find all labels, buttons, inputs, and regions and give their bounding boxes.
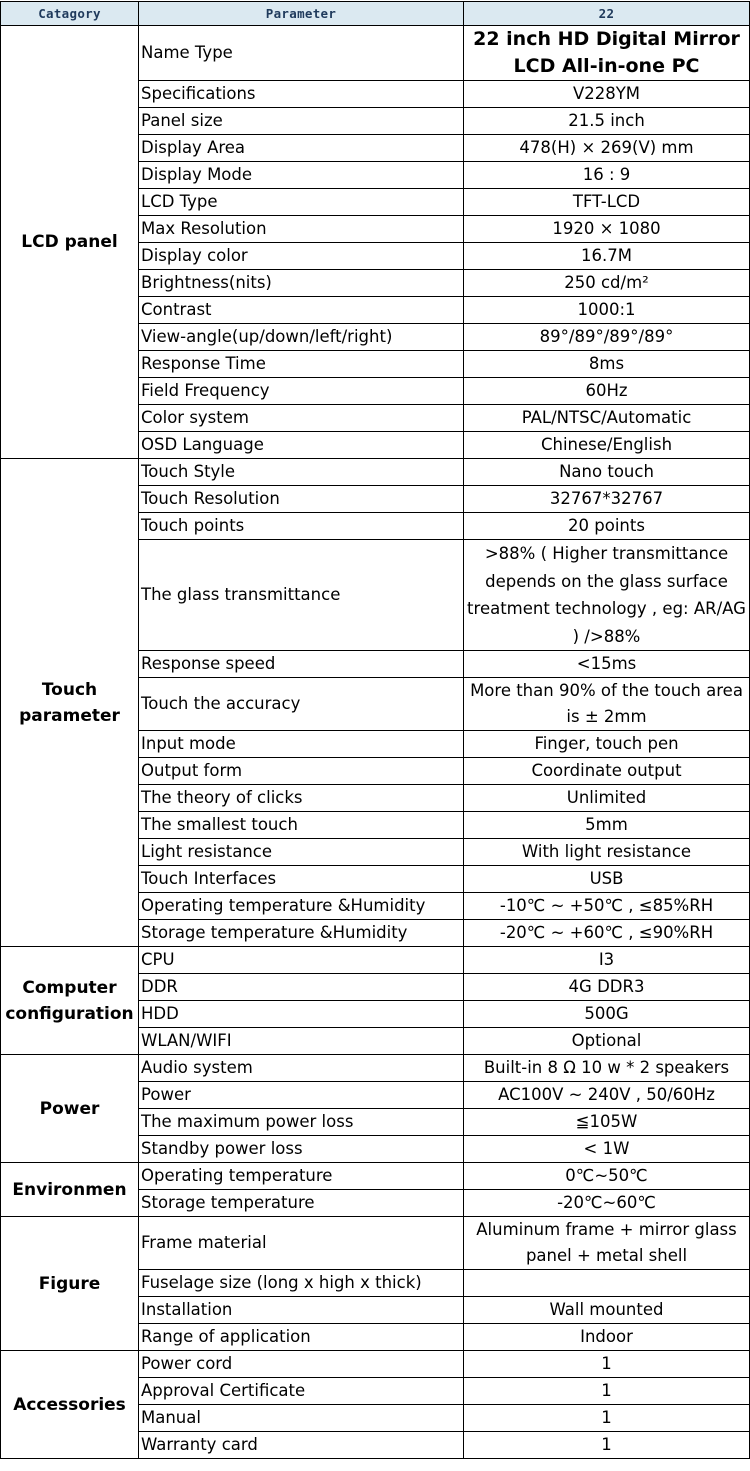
- parameter-cell: Operating temperature &Humidity: [139, 893, 464, 920]
- category-cell: Touch parameter: [1, 459, 139, 947]
- value-cell: AC100V ~ 240V , 50/60Hz: [464, 1082, 750, 1109]
- value-cell: Coordinate output: [464, 758, 750, 785]
- table-row: [1, 26, 750, 81]
- value-cell: With light resistance: [464, 839, 750, 866]
- parameter-cell: Frame material: [139, 1217, 464, 1270]
- category-cell: Power: [1, 1055, 139, 1163]
- parameter-cell: Touch points: [139, 513, 464, 540]
- table-row: [1, 1351, 750, 1378]
- parameter-cell: Display color: [139, 243, 464, 270]
- parameter-cell: Touch Style: [139, 459, 464, 486]
- parameter-cell: Field Frequency: [139, 378, 464, 405]
- value-cell: Chinese/English: [464, 432, 750, 459]
- parameter-cell: Operating temperature: [139, 1163, 464, 1190]
- value-cell: Unlimited: [464, 785, 750, 812]
- parameter-cell: Warranty card: [139, 1432, 464, 1459]
- parameter-cell: Touch Interfaces: [139, 866, 464, 893]
- parameter-cell: Installation: [139, 1297, 464, 1324]
- parameter-cell: Storage temperature: [139, 1190, 464, 1217]
- value-cell: 250 cd/m²: [464, 270, 750, 297]
- parameter-cell: WLAN/WIFI: [139, 1028, 464, 1055]
- parameter-cell: Panel size: [139, 108, 464, 135]
- parameter-cell: Approval Certificate: [139, 1378, 464, 1405]
- table-row: [1, 1217, 750, 1270]
- parameter-cell: Max Resolution: [139, 216, 464, 243]
- value-cell: 22 inch HD Digital Mirror LCD All-in-one PC: [464, 26, 750, 81]
- value-cell: -10℃ ~ +50℃ , ≤85%RH: [464, 893, 750, 920]
- category-cell: Computer configuration: [1, 947, 139, 1055]
- spec-table: [0, 1, 750, 1459]
- value-cell: Finger, touch pen: [464, 731, 750, 758]
- parameter-cell: Display Mode: [139, 162, 464, 189]
- parameter-cell: The smallest touch: [139, 812, 464, 839]
- value-cell: 60Hz: [464, 378, 750, 405]
- parameter-cell: Standby power loss: [139, 1136, 464, 1163]
- parameter-cell: CPU: [139, 947, 464, 974]
- value-cell: I3: [464, 947, 750, 974]
- value-cell: 1: [464, 1351, 750, 1378]
- value-cell: Optional: [464, 1028, 750, 1055]
- parameter-cell: The glass transmittance: [139, 540, 464, 651]
- category-cell: LCD panel: [1, 26, 139, 459]
- parameter-cell: HDD: [139, 1001, 464, 1028]
- parameter-cell: Touch the accuracy: [139, 678, 464, 731]
- parameter-cell: Power: [139, 1082, 464, 1109]
- parameter-cell: Color system: [139, 405, 464, 432]
- value-cell: Wall mounted: [464, 1297, 750, 1324]
- parameter-cell: Contrast: [139, 297, 464, 324]
- value-cell: 1: [464, 1378, 750, 1405]
- parameter-cell: DDR: [139, 974, 464, 1001]
- table-row: [1, 459, 750, 486]
- parameter-cell: Input mode: [139, 731, 464, 758]
- parameter-cell: LCD Type: [139, 189, 464, 216]
- value-cell: USB: [464, 866, 750, 893]
- value-cell: 16 : 9: [464, 162, 750, 189]
- value-cell: 1: [464, 1432, 750, 1459]
- value-cell: Nano touch: [464, 459, 750, 486]
- value-cell: <15ms: [464, 651, 750, 678]
- value-cell: 89°/89°/89°/89°: [464, 324, 750, 351]
- parameter-cell: Power cord: [139, 1351, 464, 1378]
- value-cell: 478(H) × 269(V) mm: [464, 135, 750, 162]
- parameter-cell: The maximum power loss: [139, 1109, 464, 1136]
- parameter-cell: Output form: [139, 758, 464, 785]
- table-row: [1, 1163, 750, 1190]
- parameter-cell: Display Area: [139, 135, 464, 162]
- value-cell: V228YM: [464, 81, 750, 108]
- value-cell: -20℃ ~ +60℃ , ≤90%RH: [464, 920, 750, 947]
- value-cell: 0℃~50℃: [464, 1163, 750, 1190]
- header-model: 22: [464, 2, 750, 26]
- value-cell: -20℃~60℃: [464, 1190, 750, 1217]
- parameter-cell: OSD Language: [139, 432, 464, 459]
- table-row: [1, 1055, 750, 1082]
- parameter-cell: Storage temperature &Humidity: [139, 920, 464, 947]
- parameter-cell: The theory of clicks: [139, 785, 464, 812]
- header-category: Catagory: [1, 2, 139, 26]
- category-cell: Figure: [1, 1217, 139, 1351]
- value-cell: Built-in 8 Ω 10 w * 2 speakers: [464, 1055, 750, 1082]
- value-cell: 32767*32767: [464, 486, 750, 513]
- value-cell: Aluminum frame + mirror glass panel + metal shell: [464, 1217, 750, 1270]
- parameter-cell: Audio system: [139, 1055, 464, 1082]
- spec-body: [1, 26, 750, 1459]
- value-cell: 1920 × 1080: [464, 216, 750, 243]
- value-cell: 20 points: [464, 513, 750, 540]
- value-cell: [464, 1270, 750, 1297]
- table-row: [1, 947, 750, 974]
- category-cell: Environmen: [1, 1163, 139, 1217]
- value-cell: >88% ( Higher transmittance depends on the glass surface treatment technology , eg: AR/AG ) />88%: [464, 540, 750, 651]
- parameter-cell: Brightness(nits): [139, 270, 464, 297]
- value-cell: ≦105W: [464, 1109, 750, 1136]
- header-parameter: Parameter: [139, 2, 464, 26]
- value-cell: 21.5 inch: [464, 108, 750, 135]
- category-cell: Accessories: [1, 1351, 139, 1459]
- parameter-cell: Range of application: [139, 1324, 464, 1351]
- value-cell: 1000:1: [464, 297, 750, 324]
- parameter-cell: View-angle(up/down/left/right): [139, 324, 464, 351]
- parameter-cell: Specifications: [139, 81, 464, 108]
- value-cell: 5mm: [464, 812, 750, 839]
- value-cell: 1: [464, 1405, 750, 1432]
- parameter-cell: Response speed: [139, 651, 464, 678]
- value-cell: PAL/NTSC/Automatic: [464, 405, 750, 432]
- value-cell: More than 90% of the touch area is ± 2mm: [464, 678, 750, 731]
- parameter-cell: Manual: [139, 1405, 464, 1432]
- value-cell: 16.7M: [464, 243, 750, 270]
- value-cell: 500G: [464, 1001, 750, 1028]
- value-cell: TFT-LCD: [464, 189, 750, 216]
- value-cell: Indoor: [464, 1324, 750, 1351]
- parameter-cell: Fuselage size (long x high x thick): [139, 1270, 464, 1297]
- value-cell: 4G DDR3: [464, 974, 750, 1001]
- header-row: [1, 2, 750, 26]
- parameter-cell: Light resistance: [139, 839, 464, 866]
- parameter-cell: Name Type: [139, 26, 464, 81]
- value-cell: 8ms: [464, 351, 750, 378]
- parameter-cell: Response Time: [139, 351, 464, 378]
- parameter-cell: Touch Resolution: [139, 486, 464, 513]
- value-cell: < 1W: [464, 1136, 750, 1163]
